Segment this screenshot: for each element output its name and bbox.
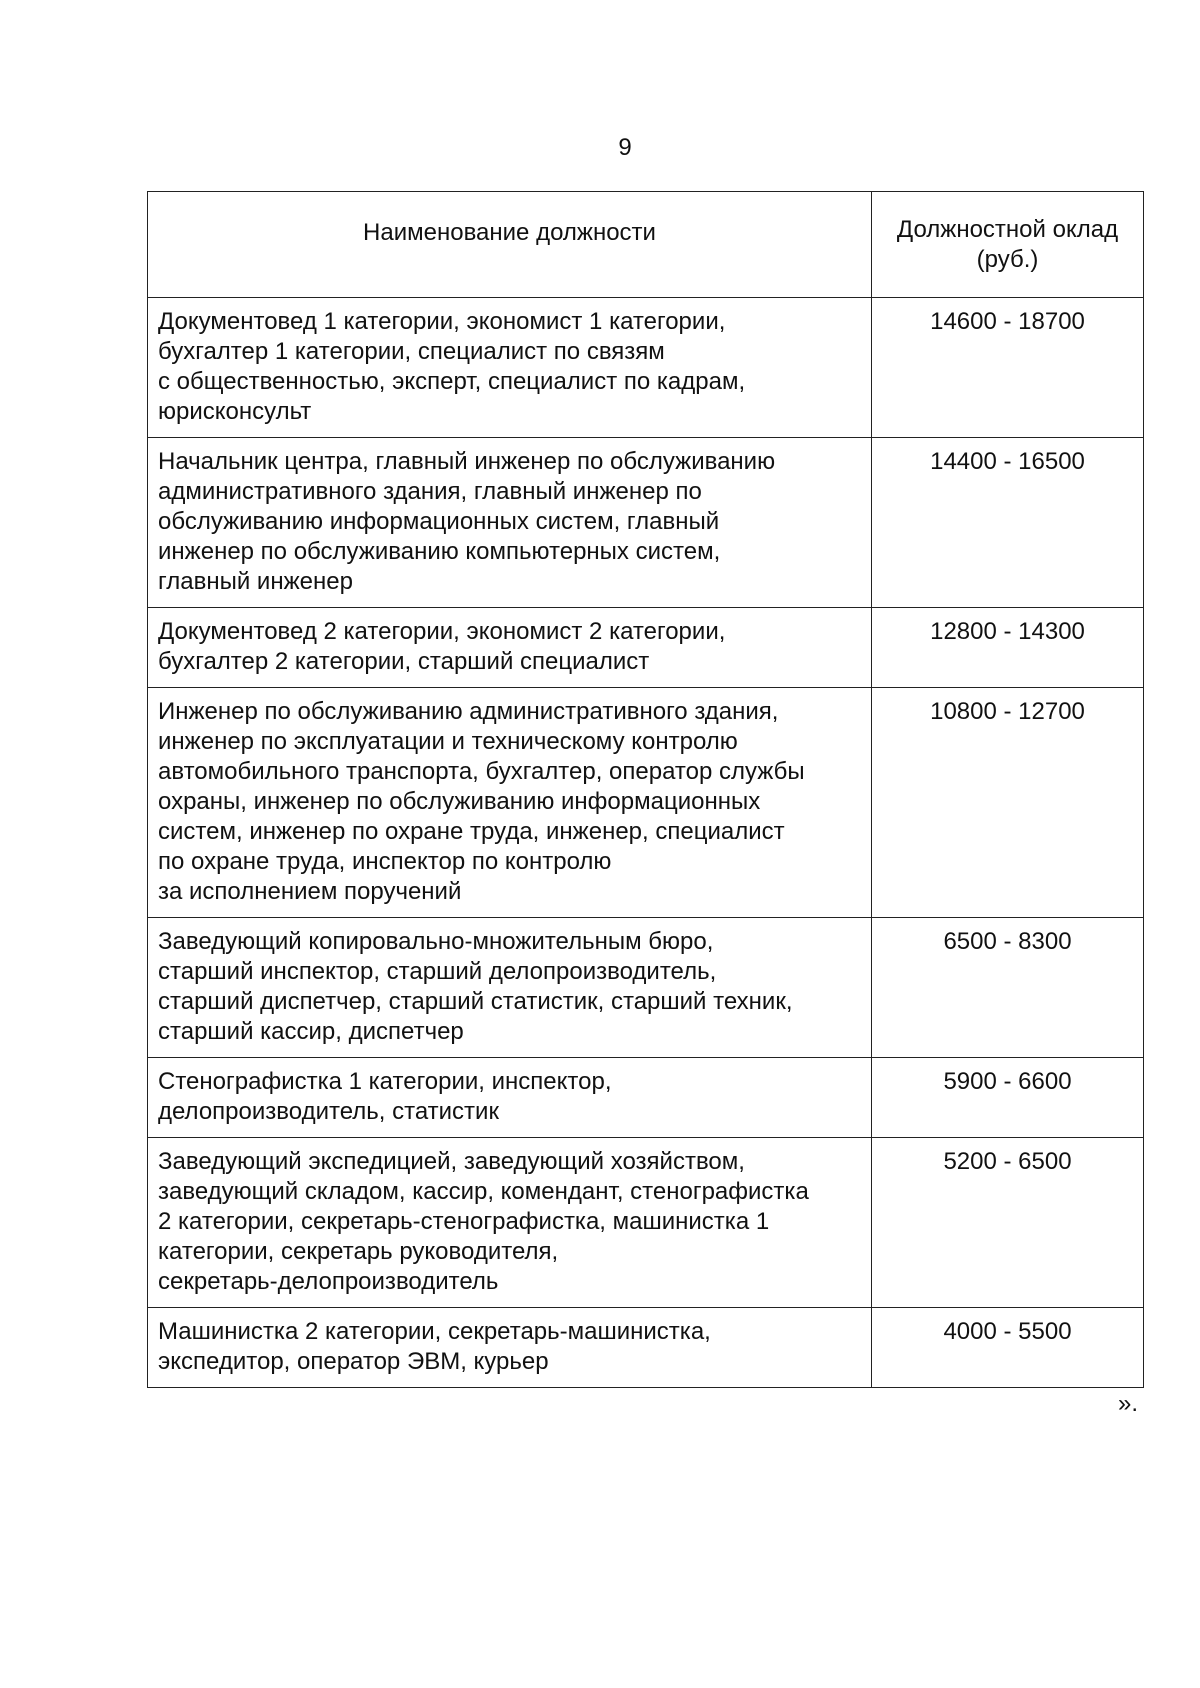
salary-cell: 5200 - 6500 — [872, 1138, 1144, 1308]
position-line: главный инженер — [158, 568, 353, 595]
position-line: по охране труда, инспектор по контролю — [158, 848, 612, 875]
position-line: бухгалтер 2 категории, старший специалист — [158, 648, 650, 675]
header-salary: Должностной оклад (руб.) — [872, 192, 1144, 298]
position-line: Документовед 1 категории, экономист 1 категории, — [158, 308, 726, 335]
position-line: за исполнением поручений — [158, 878, 462, 905]
position-line: автомобильного транспорта, бухгалтер, оператор службы — [158, 758, 805, 785]
position-line: 2 категории, секретарь-стенографистка, машинистка 1 — [158, 1208, 770, 1235]
salary-cell: 10800 - 12700 — [872, 688, 1144, 918]
table-header-row — [148, 192, 1144, 298]
table-row — [148, 298, 1144, 438]
salary-cell: 14600 - 18700 — [872, 298, 1144, 438]
table-row — [148, 438, 1144, 608]
table-row — [148, 918, 1144, 1058]
position-line: Начальник центра, главный инженер по обслуживанию — [158, 448, 776, 475]
salary-cell: 4000 - 5500 — [872, 1308, 1144, 1388]
closing-quote-mark: ». — [1118, 1390, 1139, 1417]
salary-cell: 12800 - 14300 — [872, 608, 1144, 688]
position-line: инженер по эксплуатации и техническому контролю — [158, 728, 738, 755]
position-line: с общественностью, эксперт, специалист по кадрам, — [158, 368, 746, 395]
position-line: делопроизводитель, статистик — [158, 1098, 499, 1125]
table-row — [148, 608, 1144, 688]
position-line: юрисконсульт — [158, 398, 312, 425]
position-line: Заведующий копировально-множительным бюро, — [158, 928, 714, 955]
position-line: экспедитор, оператор ЭВМ, курьер — [158, 1348, 549, 1375]
position-line: старший диспетчер, старший статистик, старший техник, — [158, 988, 793, 1015]
header-position: Наименование должности — [148, 192, 872, 298]
salary-cell: 14400 - 16500 — [872, 438, 1144, 608]
position-cell — [148, 1308, 872, 1388]
position-line: заведующий складом, кассир, комендант, стенографистка — [158, 1178, 809, 1205]
position-cell — [148, 438, 872, 608]
position-cell — [148, 1138, 872, 1308]
position-line: инженер по обслуживанию компьютерных систем, — [158, 538, 721, 565]
page-number: 9 — [618, 134, 632, 161]
position-line: Стенографистка 1 категории, инспектор, — [158, 1068, 612, 1095]
position-cell — [148, 688, 872, 918]
position-line: Документовед 2 категории, экономист 2 категории, — [158, 618, 726, 645]
table-row — [148, 1058, 1144, 1138]
position-line: Машинистка 2 категории, секретарь-машинистка, — [158, 1318, 711, 1345]
position-line: категории, секретарь руководителя, — [158, 1238, 559, 1265]
position-line: охраны, инженер по обслуживанию информационных — [158, 788, 761, 815]
salary-table — [147, 191, 1144, 1388]
table-row — [148, 688, 1144, 918]
position-line: административного здания, главный инженер по — [158, 478, 702, 505]
position-line: Инженер по обслуживанию административного здания, — [158, 698, 779, 725]
position-cell — [148, 1058, 872, 1138]
position-line: старший инспектор, старший делопроизводитель, — [158, 958, 717, 985]
position-line: бухгалтер 1 категории, специалист по связям — [158, 338, 665, 365]
position-cell — [148, 918, 872, 1058]
position-cell — [148, 608, 872, 688]
position-line: старший кассир, диспетчер — [158, 1018, 464, 1045]
position-line: обслуживанию информационных систем, главный — [158, 508, 720, 535]
table-row — [148, 1138, 1144, 1308]
salary-cell: 6500 - 8300 — [872, 918, 1144, 1058]
position-line: секретарь-делопроизводитель — [158, 1268, 499, 1295]
position-line: Заведующий экспедицией, заведующий хозяйством, — [158, 1148, 745, 1175]
position-line: систем, инженер по охране труда, инженер, специалист — [158, 818, 785, 845]
salary-cell: 5900 - 6600 — [872, 1058, 1144, 1138]
table-row — [148, 1308, 1144, 1388]
table-body — [148, 298, 1144, 1388]
position-cell — [148, 298, 872, 438]
